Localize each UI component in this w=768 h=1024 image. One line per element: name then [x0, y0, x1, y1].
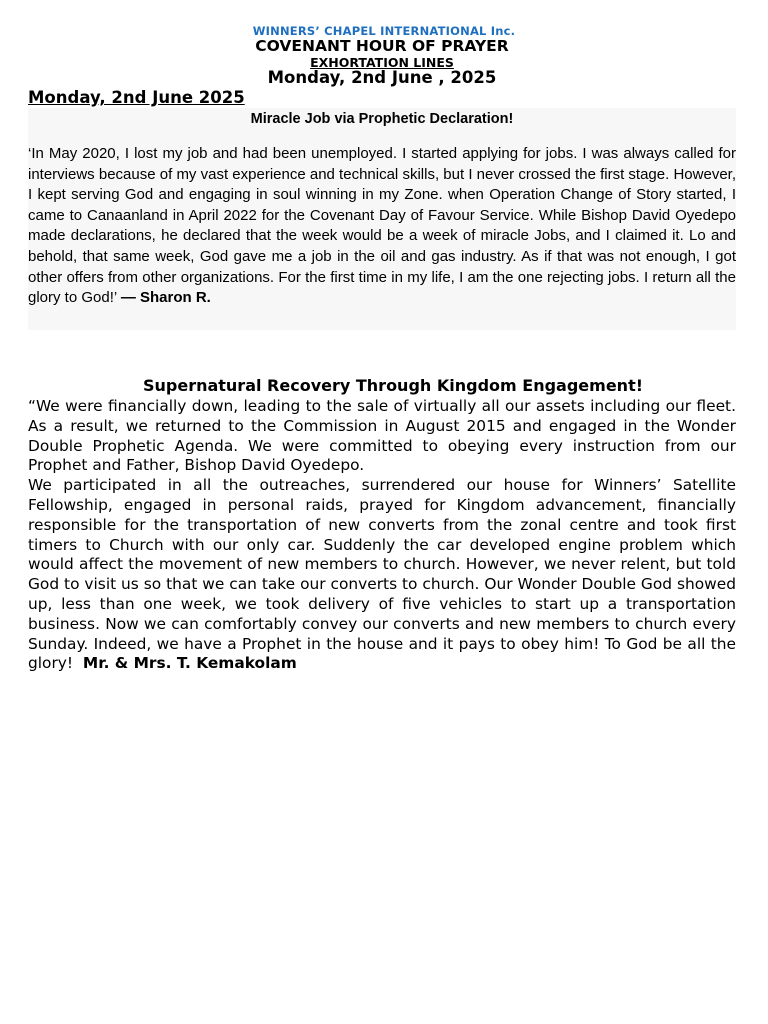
testimony-1-body [28, 144, 736, 309]
testimony-2-text: We participated in all the outreaches, surrendered our house for Winners’ Satellite Fellowship, engaged in personal raids, prayed for Kingdom advancement, financially responsible for the transportation of new converts from the zonal centre and took first timers to Church with our only car. Suddenly the car developed engine problem which would affect the movement of new members to church. However, we never relent, but told God to visit us so that we can take our converts to church. Our Wonder Double God showed up, less than one week, we took delivery of five vehicles to start up a transportation business. Now we can comfortably convey our converts and new members to church every Sunday. Indeed, we have a Prophet in the house and it pays to obey him! To God be all the glory! [28, 476, 736, 673]
organization-name: WINNERS’ CHAPEL INTERNATIONAL Inc. [252, 24, 516, 38]
page-title: COVENANT HOUR OF PRAYER [255, 37, 509, 55]
date-heading: Monday, 2nd June , 2025 [267, 68, 497, 87]
testimony-1-title: Miracle Job via Prophetic Declaration! [250, 111, 514, 127]
testimony-2-paragraph-1: “We were financially down, leading to the sale of virtually all our assets including our fleet. As a result, we returned to the Commission in August 2015 and engaged in the Wonder Double Prophetic Agenda. We were committed to obeying every instruction from our Prophet and Father, Bishop David Oyedepo. [28, 397, 736, 475]
testimony-2-attribution: Mr. & Mrs. T. Kemakolam [82, 654, 297, 673]
testimony-1-text: ‘In May 2020, I lost my job and had been unemployed. I started applying for jobs. I was always called for interviews because of my vast experience and technical skills, but I never crossed the first stage. However, I kept serving God and engaging in soul winning in my Zone. when Operation Change of Story started, I came to Canaanland in April 2022 for the Covenant Day of Favour Service. While Bishop David Oyedepo made declarations, he declared that the week would be a week of miracle Jobs, and I claimed it. Lo and behold, that same week, God gave me a job in the oil and gas industry. As if that was not enough, I got other offers from other organizations. For the first time in my life, I am the one rejecting jobs. I return all the glory to God!’ [28, 145, 736, 307]
testimony-2-title: Supernatural Recovery Through Kingdom Engagement! [142, 376, 644, 395]
testimony-2-body [28, 397, 736, 674]
testimony-1-attribution: — Sharon R. [120, 289, 211, 307]
testimony-2-paragraph-2 [28, 476, 736, 674]
page-subtitle: EXHORTATION LINES [310, 55, 454, 70]
date-subheading: Monday, 2nd June 2025 [28, 88, 245, 107]
